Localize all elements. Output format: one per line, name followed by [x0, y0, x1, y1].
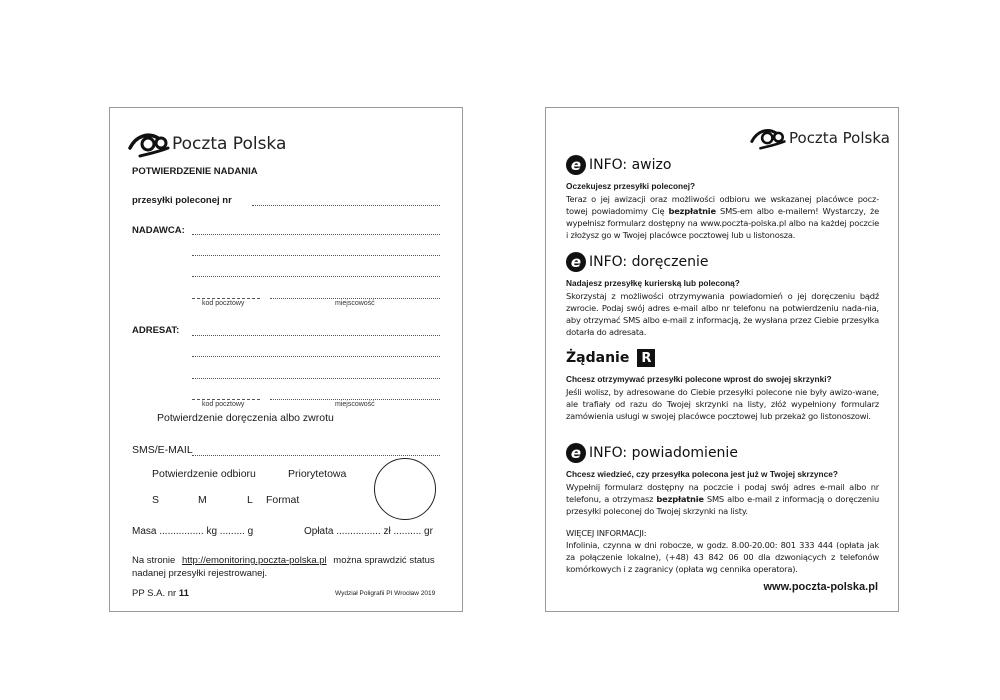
website-link[interactable]: www.poczta-polska.pl	[763, 581, 878, 593]
masa-field[interactable]: Masa ................ kg ......... g	[132, 526, 254, 537]
status-text: można sprawdzić status	[333, 555, 435, 566]
pp-number	[132, 588, 189, 599]
adresat-line-2[interactable]	[192, 356, 440, 357]
e-info-icon: e	[566, 443, 586, 463]
miejscowosc-caption: miejscowość	[335, 401, 375, 408]
awizo-bold: bezpłatnie	[668, 206, 716, 216]
nadawca-kod-field[interactable]	[192, 298, 260, 299]
awizo-title	[566, 155, 671, 175]
post-horn-icon	[749, 126, 789, 150]
nadawca-label: NADAWCA:	[132, 225, 185, 236]
sms-email-field[interactable]	[192, 455, 440, 456]
monitoring-info-line-1	[132, 555, 435, 566]
miejscowosc-caption: miejscowość	[335, 300, 375, 307]
brand-name: Poczta Polska	[789, 129, 890, 147]
doreczenie-text: Skorzystaj z możliwości otrzymywania powiadomień o jej doręczeniu bądź zwrocie. Podaj swój adres e-mail albo nr telefonu na potwierdzeniu nada-nia, aby otrzymać SMS albo e-mail z informacją, że wysłana przez Ciebie przesyłka dotarła do adresata.	[566, 291, 879, 337]
r-icon: R	[637, 349, 655, 367]
powiadomienie-bold: bezpłatnie	[656, 494, 704, 504]
kod-pocztowy-caption: kod pocztowy	[202, 401, 245, 408]
format-label: Format	[266, 494, 300, 506]
nadawca-miejscowosc-field[interactable]	[270, 298, 440, 299]
stamp-circle	[374, 458, 436, 520]
wiecej-text: Infolinia, czynna w dni robocze, w godz. 8.00-20.00: 801 333 444 (opłata jak za połączenie lokalne), (+48) 43 842 06 00 dla dzwoniących z telefonów komórkowych i z zagranicy (opłata wg cennika operatora).	[566, 540, 879, 574]
brand-name: Poczta Polska	[172, 134, 287, 154]
awizo-question: Oczekujesz przesyłki poleconej?	[566, 181, 696, 191]
powiadomienie-title	[566, 443, 738, 463]
nadawca-line-2[interactable]	[192, 255, 440, 256]
emonitoring-link[interactable]: http://emonitoring.poczta-polska.pl	[181, 555, 327, 566]
monitoring-info-line-2: nadanej przesyłki rejestrowanej.	[132, 568, 268, 579]
adresat-line-1[interactable]	[192, 335, 440, 336]
format-s-option[interactable]: S	[152, 494, 160, 506]
awizo-title-text: INFO: awizo	[589, 157, 672, 173]
pp-prefix: PP S.A. nr	[132, 588, 177, 599]
awizo-text	[566, 193, 879, 241]
powiadomienie-title-text: INFO: powiadomienie	[589, 445, 738, 461]
poczta-polska-logo	[749, 126, 890, 150]
info-card	[545, 107, 899, 612]
e-info-icon: e	[566, 155, 586, 175]
wiecej-label: WIĘCEJ INFORMACJI:	[566, 528, 647, 538]
oplata-field[interactable]: Opłata ................ zł .......... gr	[304, 526, 433, 537]
adresat-line-3[interactable]	[192, 378, 440, 379]
awizo-text-1: Teraz o jej awizacji oraz możliwości odbioru we wskazanej placówce pocz-towej powiadomimy Cię	[566, 194, 879, 216]
na-stronie-text: Na stronie	[132, 555, 176, 566]
kod-pocztowy-caption: kod pocztowy	[202, 300, 245, 307]
powiadomienie-text-2: SMS albo e-mail z informacją o doręczeniu przesyłki poleconej do Twojej skrzynki na listy.	[566, 494, 880, 516]
awizo-text-2: SMS-em albo e-mailem! Wystarczy, że wypełnisz formularz dostępny na www.poczta-polska.pl albo na każdej poczcie i złożysz go w Twojej placówce pocztowej lub u listonosza.	[566, 206, 880, 240]
sms-email-label: SMS/E-MAIL	[132, 444, 193, 456]
potwierdzenie-odbioru-label: Potwierdzenie odbioru	[152, 468, 256, 480]
doreczenie-title-text: INFO: doręczenie	[589, 254, 709, 270]
przesylki-label: przesyłki poleconej nr	[132, 195, 232, 206]
e-info-icon: e	[566, 252, 586, 272]
priorytetowa-label: Priorytetowa	[288, 468, 347, 480]
adresat-label: ADRESAT:	[132, 325, 180, 336]
nadawca-line-3[interactable]	[192, 276, 440, 277]
form-title: POTWIERDZENIE NADANIA	[132, 166, 258, 177]
format-m-option[interactable]: M	[198, 494, 207, 506]
doreczenie-title	[566, 252, 708, 272]
format-l-option[interactable]: L	[247, 494, 253, 506]
powiadomienie-question: Chcesz wiedzieć, czy przesyłka polecona jest już w Twojej skrzynce?	[566, 469, 838, 479]
zadanie-text: Jeśli wolisz, by adresowane do Ciebie przesyłki polecone nie były awizo-wane, ale trafiały od razu do Twojej skrzynki na listy, złóż wypełniony formularz zamówienia usługi w swojej placówce pocztowej lub przekaż go listonoszowi.	[566, 387, 879, 421]
tracking-number-field[interactable]	[252, 205, 440, 206]
powiadomienie-text	[566, 481, 879, 517]
potwierdzenie-doreczenia-label: Potwierdzenie doręczenia albo zwrotu	[157, 412, 334, 424]
doreczenie-question: Nadajesz przesyłkę kurierską lub poleconą?	[566, 278, 740, 288]
powiadomienie-text-1: Wypełnij formularz dostępny na poczcie i podaj swój adres e-mail albo nr telefonu, a otrzymasz	[566, 482, 879, 504]
adresat-kod-field[interactable]	[192, 399, 260, 400]
pp-number-value: 11	[178, 588, 189, 599]
zadanie-title	[566, 349, 655, 367]
poczta-polska-logo	[128, 130, 286, 158]
printer-footer: Wydział Poligrafii PI Wrocław 2019	[335, 590, 436, 597]
nadawca-line-1[interactable]	[192, 234, 440, 235]
adresat-miejscowosc-field[interactable]	[270, 399, 440, 400]
zadanie-title-text: Żądanie	[566, 350, 630, 366]
confirmation-card	[109, 107, 463, 612]
post-horn-icon	[128, 130, 172, 158]
zadanie-question: Chcesz otrzymywać przesyłki polecone wprost do swojej skrzynki?	[566, 374, 832, 384]
